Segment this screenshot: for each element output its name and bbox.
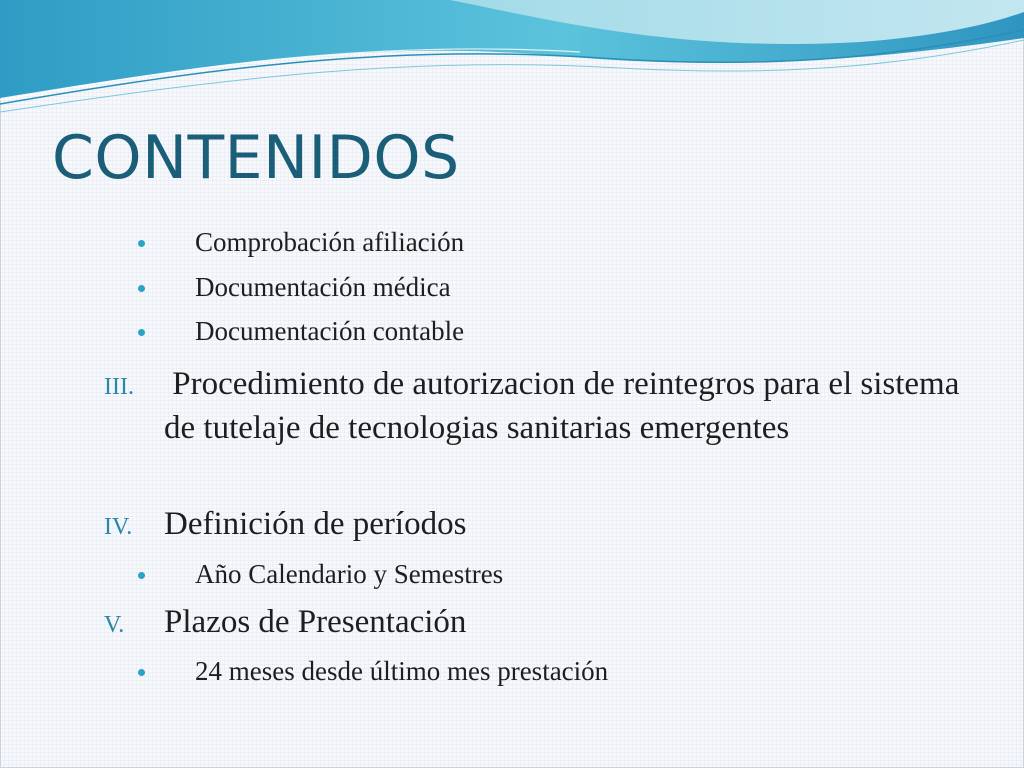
bullet-icon (138, 240, 145, 247)
list-item-text: Comprobación afiliación (195, 227, 465, 257)
list-item-text: Año Calendario y Semestres (195, 559, 504, 589)
section-text: Plazos de Presentación (164, 604, 467, 640)
section-text: Procedimiento de autorizacion de reintegros para el sistema de tutelaje de tecnologias sanitarias emergentes (164, 366, 968, 446)
section-number: V. (104, 612, 125, 638)
bullet-icon (138, 669, 145, 676)
section-text: Definición de períodos (164, 506, 467, 542)
bullet-icon (138, 572, 145, 579)
slide-title: CONTENIDOS (52, 123, 460, 193)
list-item-text: Documentación contable (195, 316, 465, 346)
bullet-icon (138, 285, 145, 292)
list-item-text: 24 meses desde último mes prestación (195, 656, 609, 686)
section-number: IV. (104, 514, 133, 540)
section-number: III. (104, 374, 134, 400)
list-item-text: Documentación médica (195, 272, 451, 302)
bullet-icon (138, 329, 145, 336)
